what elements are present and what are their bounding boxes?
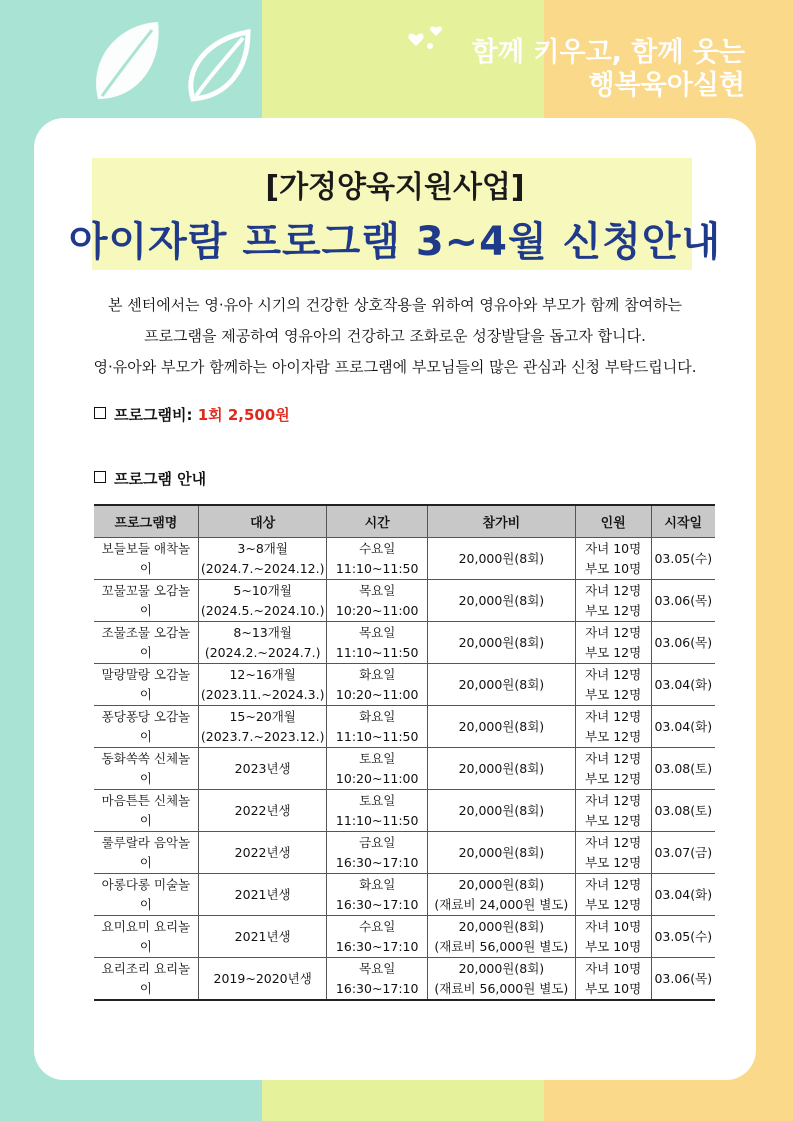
fee-amount: 20,000원(8회) bbox=[458, 634, 545, 650]
target-age: 2021년생 bbox=[234, 886, 291, 902]
table-row bbox=[94, 664, 715, 706]
checkbox-icon bbox=[94, 407, 106, 419]
target-birth-range: (2023.11.~2024.3.) bbox=[200, 686, 325, 702]
table-cell-session-day bbox=[327, 958, 427, 1001]
leaf-icon bbox=[88, 14, 258, 114]
table-cell-session-day bbox=[327, 832, 427, 874]
child-capacity: 자녀 12명 bbox=[585, 666, 642, 682]
header-cell: 프로그램명 bbox=[94, 505, 198, 538]
target-birth-range: (2024.2.~2024.7.) bbox=[204, 644, 321, 660]
session-day: 목요일 bbox=[359, 624, 396, 640]
table-cell-start-date bbox=[651, 874, 715, 916]
intro-line3: 영·유아와 부모가 함께하는 아이자람 프로그램에 부모님들의 많은 관심과 신청 부탁드립니다. bbox=[93, 358, 697, 376]
fee-amount: 20,000원(8회) bbox=[458, 960, 545, 976]
material-fee: (재료비 56,000원 별도) bbox=[434, 980, 569, 996]
table-cell-child-capacity bbox=[575, 622, 651, 664]
session-time: 11:10~11:50 bbox=[335, 728, 419, 744]
table-cell-program-name bbox=[94, 580, 198, 622]
section-heading-text: 프로그램 안내 bbox=[114, 470, 207, 488]
session-day: 토요일 bbox=[359, 792, 396, 808]
table-cell-session-day bbox=[327, 538, 427, 580]
parent-capacity: 부모 10명 bbox=[585, 980, 642, 996]
slogan bbox=[472, 36, 745, 102]
table-cell-child-capacity bbox=[575, 538, 651, 580]
table-cell-session-day bbox=[327, 874, 427, 916]
table-cell-session-day bbox=[327, 916, 427, 958]
table-body bbox=[94, 538, 715, 1001]
table-cell-start-date bbox=[651, 664, 715, 706]
child-capacity: 자녀 10명 bbox=[585, 918, 642, 934]
table-row bbox=[94, 580, 715, 622]
fee-amount: 20,000원(8회) bbox=[458, 802, 545, 818]
table-cell-fee-amount bbox=[427, 832, 575, 874]
slogan-line2: 행복육아실현 bbox=[588, 70, 745, 101]
program-name: 보들보들 애착놀이 bbox=[101, 540, 191, 576]
table-cell-fee-amount bbox=[427, 958, 575, 1001]
session-time: 11:10~11:50 bbox=[335, 560, 419, 576]
start-date: 03.04(화) bbox=[654, 886, 713, 902]
table-header-row bbox=[94, 505, 715, 538]
session-day: 목요일 bbox=[359, 582, 396, 598]
table-cell-fee-amount bbox=[427, 874, 575, 916]
child-capacity: 자녀 12명 bbox=[585, 750, 642, 766]
session-time: 11:10~11:50 bbox=[335, 812, 419, 828]
table-cell-fee-amount bbox=[427, 790, 575, 832]
table-cell-target-age bbox=[198, 748, 327, 790]
header-cell: 시간 bbox=[327, 505, 427, 538]
table-cell-target-age bbox=[198, 706, 327, 748]
table-cell-start-date bbox=[651, 916, 715, 958]
table-row bbox=[94, 748, 715, 790]
table-cell-fee-amount bbox=[427, 538, 575, 580]
table-cell-session-day bbox=[327, 706, 427, 748]
target-age: 2021년생 bbox=[234, 928, 291, 944]
parent-capacity: 부모 12명 bbox=[585, 854, 642, 870]
section-heading bbox=[94, 468, 206, 489]
table-cell-start-date bbox=[651, 748, 715, 790]
program-name: 퐁당퐁당 오감놀이 bbox=[101, 708, 191, 744]
table-cell-start-date bbox=[651, 706, 715, 748]
target-age: 2019~2020년생 bbox=[213, 970, 312, 986]
program-name: 동화쏙쏙 신체놀이 bbox=[101, 750, 191, 786]
target-age: 2022년생 bbox=[234, 802, 291, 818]
program-name: 조물조물 오감놀이 bbox=[101, 624, 191, 660]
table-cell-program-name bbox=[94, 832, 198, 874]
program-name: 마음튼튼 신체놀이 bbox=[101, 792, 191, 828]
start-date: 03.05(수) bbox=[654, 550, 713, 566]
child-capacity: 자녀 12명 bbox=[585, 624, 642, 640]
table-cell-start-date bbox=[651, 832, 715, 874]
table-cell-start-date bbox=[651, 790, 715, 832]
target-age: 2022년생 bbox=[234, 844, 291, 860]
table-cell-fee-amount bbox=[427, 916, 575, 958]
table-cell-program-name bbox=[94, 538, 198, 580]
table-cell-child-capacity bbox=[575, 832, 651, 874]
child-capacity: 자녀 12명 bbox=[585, 834, 642, 850]
table-cell-target-age bbox=[198, 832, 327, 874]
target-birth-range: (2024.5.~2024.10.) bbox=[200, 602, 325, 618]
intro-paragraph bbox=[34, 290, 756, 383]
target-birth-range: (2023.7.~2023.12.) bbox=[200, 728, 325, 744]
program-name: 아롱다롱 미술놀이 bbox=[101, 876, 191, 912]
session-day: 목요일 bbox=[359, 960, 396, 976]
session-day: 수요일 bbox=[359, 540, 396, 556]
table-cell-session-day bbox=[327, 748, 427, 790]
start-date: 03.04(화) bbox=[654, 718, 713, 734]
table-cell-start-date bbox=[651, 958, 715, 1001]
program-name: 요리조리 요리놀이 bbox=[101, 960, 191, 996]
session-time: 11:10~11:50 bbox=[335, 644, 419, 660]
table-cell-start-date bbox=[651, 622, 715, 664]
table-cell-program-name bbox=[94, 622, 198, 664]
table-cell-child-capacity bbox=[575, 706, 651, 748]
child-capacity: 자녀 10명 bbox=[585, 960, 642, 976]
table-cell-session-day bbox=[327, 790, 427, 832]
page-subtitle: [가정양육지원사업] bbox=[265, 170, 525, 205]
session-day: 화요일 bbox=[359, 708, 396, 724]
child-capacity: 자녀 10명 bbox=[585, 540, 642, 556]
table-cell-fee-amount bbox=[427, 706, 575, 748]
start-date: 03.07(금) bbox=[654, 844, 713, 860]
session-day: 토요일 bbox=[359, 750, 396, 766]
table-row bbox=[94, 958, 715, 1001]
target-age: 5~10개월 bbox=[233, 582, 292, 598]
table-cell-target-age bbox=[198, 916, 327, 958]
fee-amount: 20,000원(8회) bbox=[458, 550, 545, 566]
table-cell-program-name bbox=[94, 916, 198, 958]
session-time: 16:30~17:10 bbox=[335, 854, 419, 870]
table-cell-fee-amount bbox=[427, 622, 575, 664]
target-age: 2023년생 bbox=[234, 760, 291, 776]
table-cell-fee-amount bbox=[427, 580, 575, 622]
table-cell-program-name bbox=[94, 874, 198, 916]
program-name: 꼬물꼬물 오감놀이 bbox=[101, 582, 191, 618]
table-row bbox=[94, 622, 715, 664]
session-day: 화요일 bbox=[359, 666, 396, 682]
target-birth-range: (2024.7.~2024.12.) bbox=[200, 560, 325, 576]
table-cell-target-age bbox=[198, 874, 327, 916]
program-name: 룰루랄라 음악놀이 bbox=[101, 834, 191, 870]
fee-label: 프로그램비: bbox=[114, 406, 193, 424]
fee-amount: 20,000원(8회) bbox=[458, 876, 545, 892]
table-cell-target-age bbox=[198, 580, 327, 622]
session-time: 16:30~17:10 bbox=[335, 896, 419, 912]
parent-capacity: 부모 12명 bbox=[585, 602, 642, 618]
table-row bbox=[94, 706, 715, 748]
fee-value: 1회 2,500원 bbox=[197, 406, 290, 424]
table-row bbox=[94, 538, 715, 580]
header-cell: 인원 bbox=[575, 505, 651, 538]
fee-amount: 20,000원(8회) bbox=[458, 676, 545, 692]
child-capacity: 자녀 12명 bbox=[585, 708, 642, 724]
session-time: 10:20~11:00 bbox=[335, 602, 419, 618]
parent-capacity: 부모 12명 bbox=[585, 644, 642, 660]
table-cell-child-capacity bbox=[575, 580, 651, 622]
session-day: 금요일 bbox=[359, 834, 396, 850]
session-time: 16:30~17:10 bbox=[335, 938, 419, 954]
parent-capacity: 부모 12명 bbox=[585, 686, 642, 702]
parent-capacity: 부모 10명 bbox=[585, 560, 642, 576]
program-name: 말랑말랑 오감놀이 bbox=[101, 666, 191, 702]
session-day: 수요일 bbox=[359, 918, 396, 934]
table-cell-child-capacity bbox=[575, 958, 651, 1001]
program-name: 요미요미 요리놀이 bbox=[101, 918, 191, 954]
material-fee: (재료비 56,000원 별도) bbox=[434, 938, 569, 954]
parent-capacity: 부모 12명 bbox=[585, 896, 642, 912]
header-cell: 시작일 bbox=[651, 505, 715, 538]
start-date: 03.04(화) bbox=[654, 676, 713, 692]
table-row bbox=[94, 832, 715, 874]
child-capacity: 자녀 12명 bbox=[585, 792, 642, 808]
program-table bbox=[94, 504, 715, 1001]
table-cell-child-capacity bbox=[575, 748, 651, 790]
fee-amount: 20,000원(8회) bbox=[458, 918, 545, 934]
table-row bbox=[94, 874, 715, 916]
intro-line1: 본 센터에서는 영·유아 시기의 건강한 상호작용을 위하여 영유아와 부모가 함께 참여하는 bbox=[107, 296, 683, 314]
start-date: 03.08(토) bbox=[654, 760, 713, 776]
target-age: 8~13개월 bbox=[233, 624, 292, 640]
start-date: 03.06(목) bbox=[654, 592, 713, 608]
table-cell-session-day bbox=[327, 664, 427, 706]
parent-capacity: 부모 12명 bbox=[585, 728, 642, 744]
session-day: 화요일 bbox=[359, 876, 396, 892]
session-time: 16:30~17:10 bbox=[335, 980, 419, 996]
start-date: 03.05(수) bbox=[654, 928, 713, 944]
child-capacity: 자녀 12명 bbox=[585, 582, 642, 598]
table-cell-child-capacity bbox=[575, 874, 651, 916]
table-cell-program-name bbox=[94, 958, 198, 1001]
table-cell-target-age bbox=[198, 664, 327, 706]
slogan-line1: 함께 키우고, 함께 웃는 bbox=[471, 37, 745, 68]
fee-amount: 20,000원(8회) bbox=[458, 760, 545, 776]
table-cell-program-name bbox=[94, 790, 198, 832]
intro-line2: 프로그램을 제공하여 영유아의 건강하고 조화로운 성장발달을 돕고자 합니다. bbox=[144, 327, 646, 345]
heart-icon bbox=[406, 22, 454, 58]
target-age: 15~20개월 bbox=[229, 708, 296, 724]
page-title: 아이자람 프로그램 3~4월 신청안내 bbox=[68, 219, 722, 265]
fee-amount: 20,000원(8회) bbox=[458, 592, 545, 608]
start-date: 03.06(목) bbox=[654, 970, 713, 986]
header-cell: 대상 bbox=[198, 505, 327, 538]
session-time: 10:20~11:00 bbox=[335, 770, 419, 786]
parent-capacity: 부모 12명 bbox=[585, 812, 642, 828]
table-cell-program-name bbox=[94, 706, 198, 748]
table-cell-target-age bbox=[198, 622, 327, 664]
table-row bbox=[94, 790, 715, 832]
content-card bbox=[34, 118, 756, 1080]
table-cell-session-day bbox=[327, 580, 427, 622]
table-cell-child-capacity bbox=[575, 916, 651, 958]
table-row bbox=[94, 916, 715, 958]
table-cell-child-capacity bbox=[575, 664, 651, 706]
parent-capacity: 부모 12명 bbox=[585, 770, 642, 786]
table-cell-child-capacity bbox=[575, 790, 651, 832]
table-cell-target-age bbox=[198, 538, 327, 580]
checkbox-icon bbox=[94, 471, 106, 483]
table-cell-target-age bbox=[198, 958, 327, 1001]
parent-capacity: 부모 10명 bbox=[585, 938, 642, 954]
target-age: 12~16개월 bbox=[229, 666, 296, 682]
table-cell-start-date bbox=[651, 538, 715, 580]
child-capacity: 자녀 12명 bbox=[585, 876, 642, 892]
program-fee bbox=[94, 404, 290, 425]
fee-amount: 20,000원(8회) bbox=[458, 844, 545, 860]
header-cell: 참가비 bbox=[427, 505, 575, 538]
material-fee: (재료비 24,000원 별도) bbox=[434, 896, 569, 912]
table-cell-fee-amount bbox=[427, 748, 575, 790]
table-cell-fee-amount bbox=[427, 664, 575, 706]
table-cell-program-name bbox=[94, 664, 198, 706]
start-date: 03.06(목) bbox=[654, 634, 713, 650]
table-cell-session-day bbox=[327, 622, 427, 664]
table-cell-start-date bbox=[651, 580, 715, 622]
table-cell-program-name bbox=[94, 748, 198, 790]
fee-amount: 20,000원(8회) bbox=[458, 718, 545, 734]
start-date: 03.08(토) bbox=[654, 802, 713, 818]
session-time: 10:20~11:00 bbox=[335, 686, 419, 702]
table-cell-target-age bbox=[198, 790, 327, 832]
target-age: 3~8개월 bbox=[237, 540, 288, 556]
